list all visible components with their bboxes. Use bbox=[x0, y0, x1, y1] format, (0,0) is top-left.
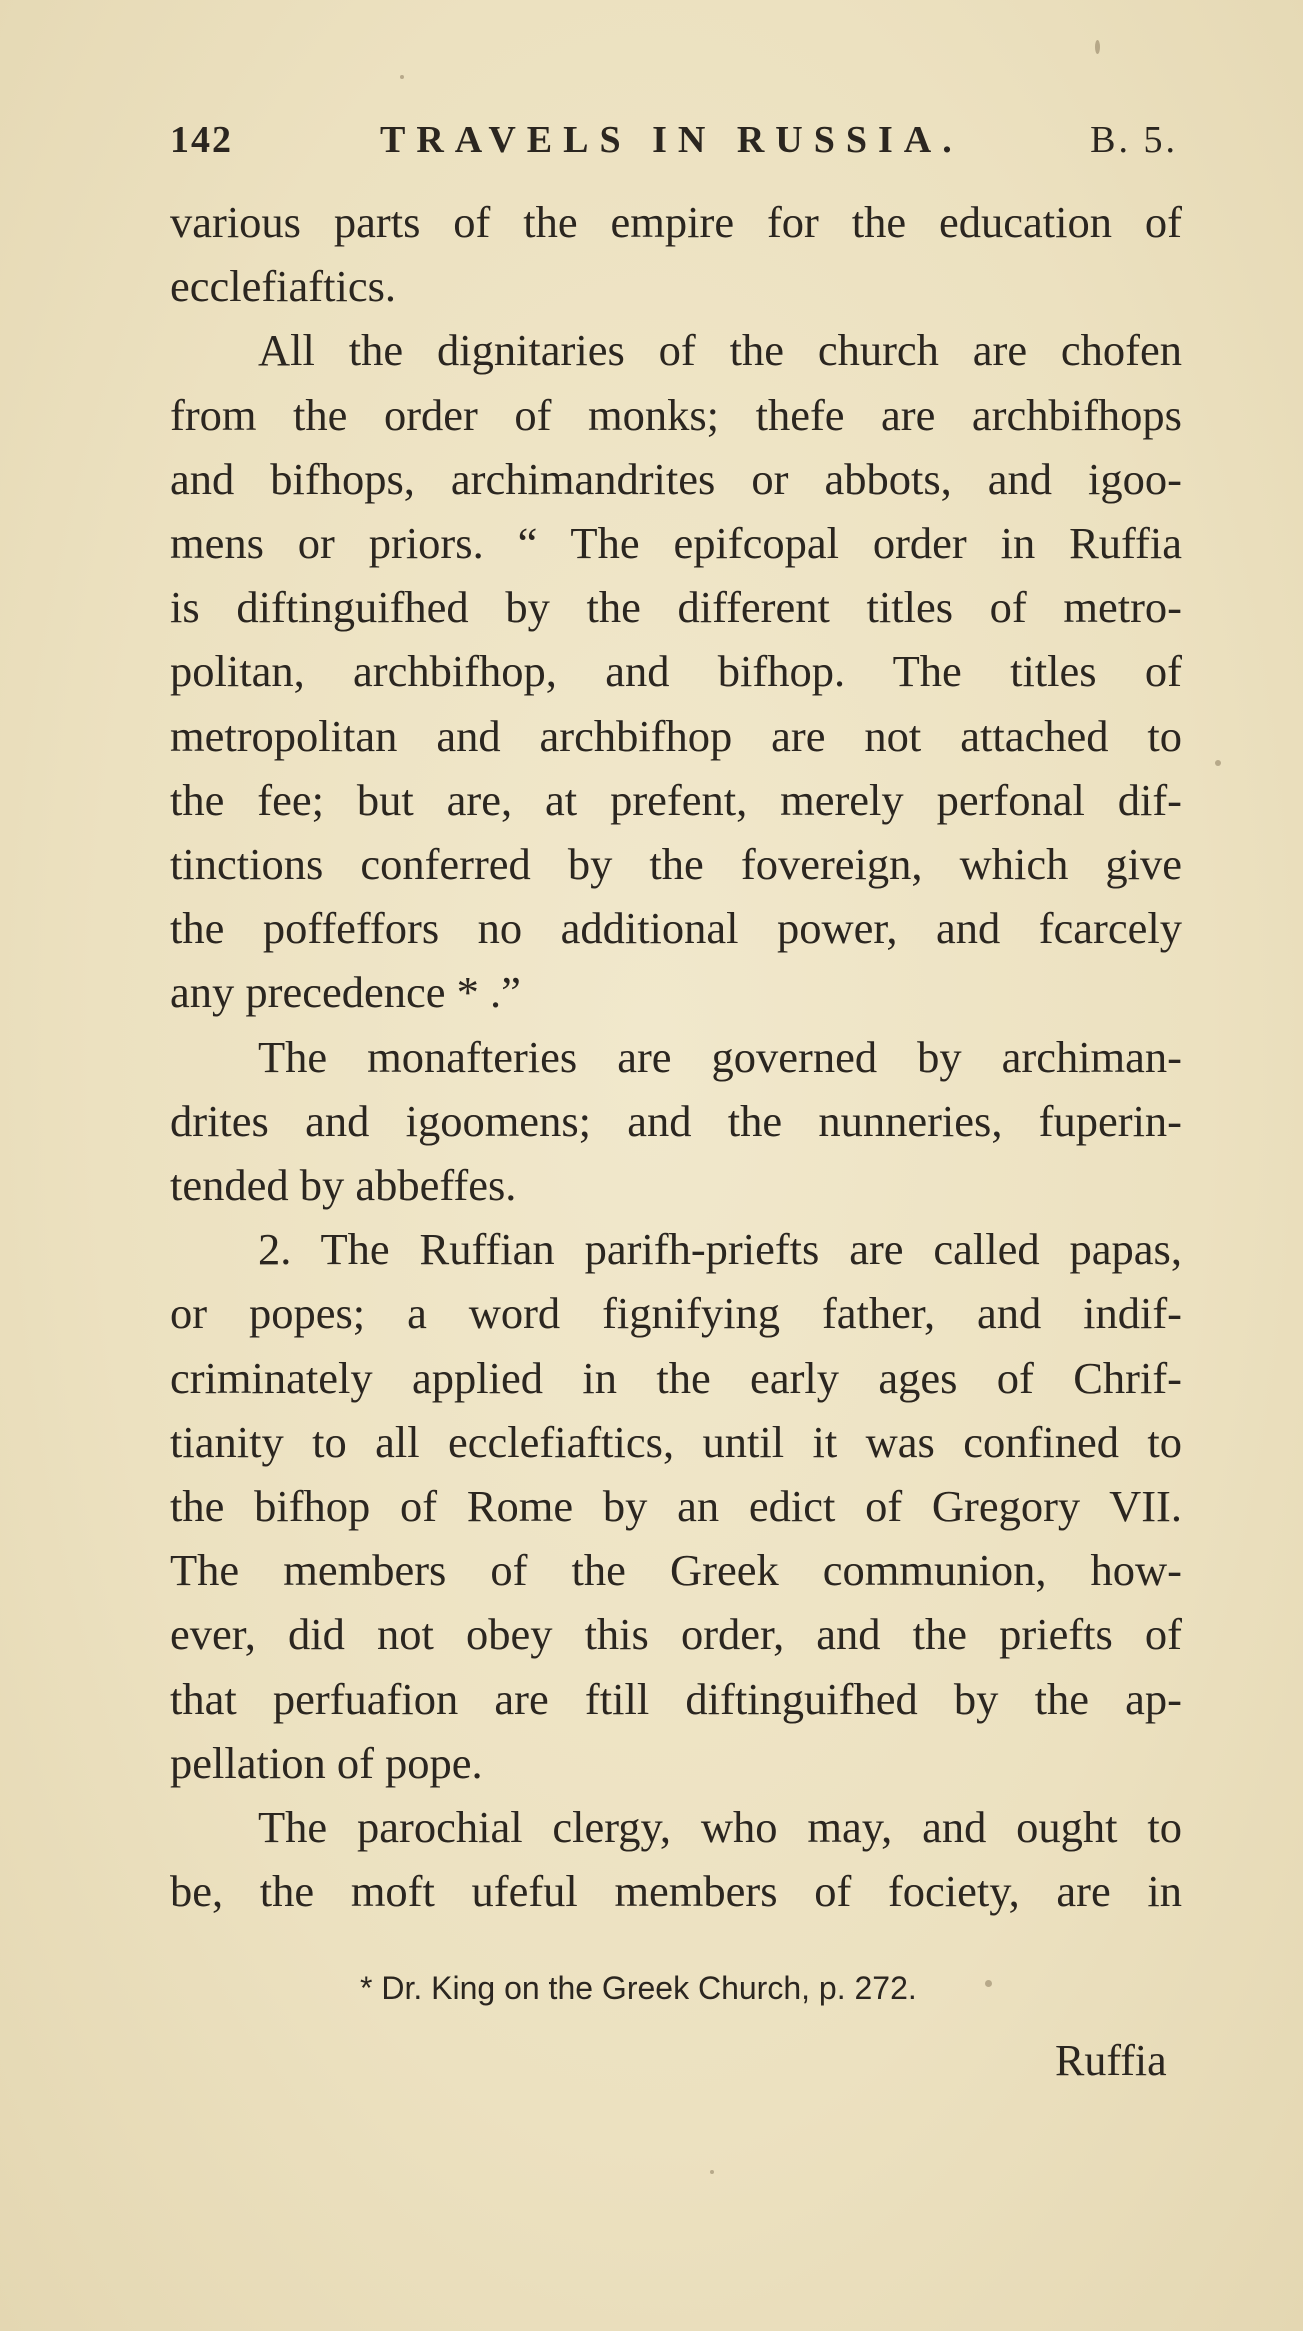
body-text bbox=[170, 190, 1182, 1923]
text-line: tianity to all ecclefiaftics, until it was confined to bbox=[170, 1416, 1182, 1467]
text-line: The parochial clergy, who may, and ought to bbox=[258, 1802, 1182, 1853]
paper-speck bbox=[1095, 40, 1100, 54]
text-line: or popes; a word fignifying father, and indif- bbox=[170, 1288, 1182, 1339]
text-line: drites and igoomens; and the nunneries, fuperin- bbox=[170, 1095, 1182, 1146]
running-header bbox=[170, 118, 1178, 168]
footnote: * Dr. King on the Greek Church, p. 272. bbox=[360, 1970, 917, 2006]
catchword: Ruffia bbox=[1055, 2036, 1167, 2085]
text-line: tinctions conferred by the fovereign, which give bbox=[170, 839, 1182, 890]
text-line: be, the moft ufeful members of fociety, are in bbox=[170, 1866, 1182, 1917]
text-line: The monafteries are governed by archiman- bbox=[258, 1031, 1182, 1082]
paper-speck bbox=[710, 2170, 714, 2174]
text-line: tended by abbeffes. bbox=[170, 1160, 517, 1211]
text-line: politan, archbifhop, and bifhop. The titles of bbox=[170, 646, 1182, 697]
text-line: from the order of monks; thefe are archbifhops bbox=[170, 389, 1182, 440]
text-line: ever, did not obey this order, and the priefts of bbox=[170, 1609, 1182, 1660]
text-line: various parts of the empire for the education of bbox=[170, 197, 1182, 247]
text-line: the poffeffors no additional power, and fcarcely bbox=[170, 903, 1182, 954]
text-line: metropolitan and archbifhop are not attached to bbox=[170, 710, 1182, 761]
text-line: mens or priors. “ The epifcopal order in Ruffia bbox=[170, 518, 1182, 569]
book-marker: B. 5. bbox=[1090, 119, 1178, 161]
text-line: and bifhops, archimandrites or abbots, and igoo- bbox=[170, 453, 1182, 504]
text-line: the fee; but are, at prefent, merely perfonal dif- bbox=[170, 774, 1182, 825]
paper-speck bbox=[985, 1980, 992, 1987]
text-line: All the dignitaries of the church are chofen bbox=[258, 325, 1182, 376]
text-line: criminately applied in the early ages of Chrif- bbox=[170, 1352, 1182, 1403]
text-line: 2. The Ruffian parifh-priefts are called papas, bbox=[258, 1224, 1182, 1275]
text-line: any precedence * .” bbox=[170, 967, 521, 1018]
text-line: pellation of pope. bbox=[170, 1737, 483, 1788]
text-line: ecclefiaftics. bbox=[170, 261, 397, 312]
text-line: the bifhop of Rome by an edict of Gregory VII. bbox=[170, 1481, 1182, 1532]
text-line: that perfuafion are ftill diftinguifhed by the ap- bbox=[170, 1673, 1182, 1724]
text-line: The members of the Greek communion, how- bbox=[170, 1545, 1182, 1596]
page-number: 142 bbox=[170, 119, 233, 161]
paper-speck bbox=[1215, 760, 1221, 766]
paper-speck bbox=[400, 75, 404, 79]
text-line: is diftinguifhed by the different titles of metro- bbox=[170, 582, 1182, 633]
running-title: TRAVELS IN RUSSIA. bbox=[380, 119, 963, 161]
